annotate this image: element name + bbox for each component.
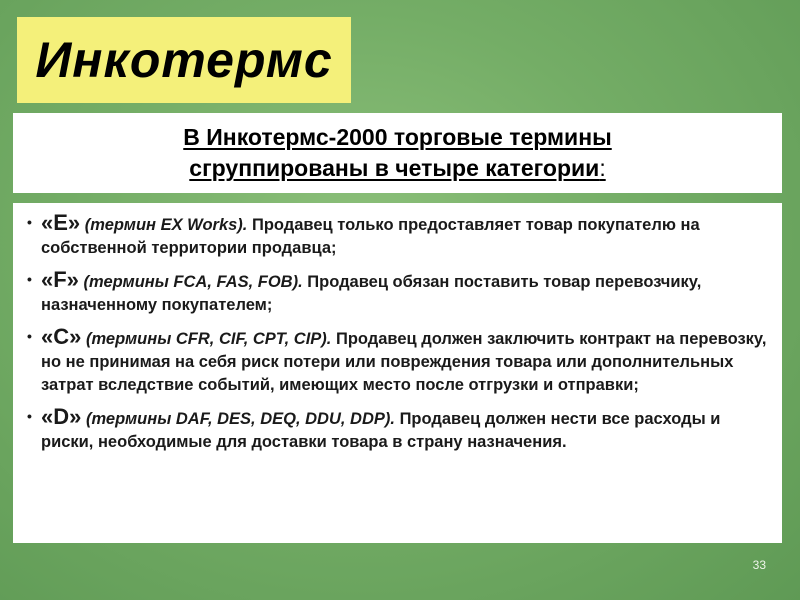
category-terms: (термин EX Works). [84, 216, 248, 234]
list-item-d [27, 405, 772, 454]
category-description: Продавец должен нести все расходы и риски, необходимые для доставки товара в страну назначения. [41, 410, 721, 451]
page-number: 33 [752, 558, 766, 572]
slide-subtitle [183, 122, 611, 184]
bullet-icon: • [27, 408, 32, 424]
subtitle-line-1: В Инкотермс-2000 торговые термины [183, 124, 612, 150]
bullet-icon: • [27, 214, 32, 230]
list-item-e [27, 211, 772, 260]
subtitle-box [13, 113, 782, 193]
list-item-f [27, 268, 772, 317]
category-terms: (термины FCA, FAS, FOB). [83, 273, 303, 291]
category-terms: (термины DAF, DES, DEQ, DDU, DDP). [85, 410, 395, 428]
category-letter: «D» [41, 404, 82, 429]
category-letter: «C» [41, 324, 82, 349]
subtitle-line-2: сгруппированы в четыре категории [189, 155, 600, 181]
bullet-icon: • [27, 328, 32, 344]
title-box [17, 17, 351, 103]
subtitle-colon: : [599, 155, 606, 181]
category-description: Продавец обязан поставить товар перевозчику, назначенному покупателем; [41, 273, 702, 314]
category-letter: «F» [41, 267, 79, 292]
bullet-icon: • [27, 271, 32, 287]
slide-title: Инкотермс [35, 32, 333, 88]
category-description: Продавец должен заключить контракт на перевозку, но не принимая на себя риск потери или повреждения товара или дополнительных затрат вследствие событий, имеющих место после отгрузки и отправки; [41, 330, 767, 394]
category-terms: (термины CFR, CIF, CPT, CIP). [85, 330, 332, 348]
category-description: Продавец только предоставляет товар покупателю на собственной территории продавца; [41, 216, 700, 257]
category-letter: «E» [41, 210, 81, 235]
list-item-c [27, 325, 772, 397]
content-box [13, 203, 782, 543]
